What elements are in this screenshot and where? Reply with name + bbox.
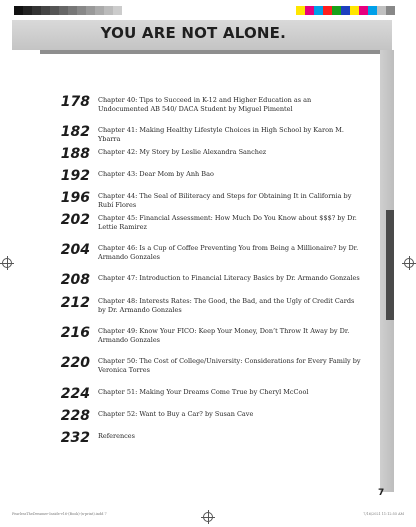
toc-title: Chapter 40: Tips to Succeed in K-12 and Higher Education as an Undocumented AB 540/ DACA Student by Miguel Pimentel [98, 96, 312, 113]
registration-mark-icon [404, 258, 414, 268]
toc-title: Chapter 49: Know Your FICO: Keep Your Money, Don’t Throw It Away by Dr. Armando Gonzales [98, 327, 350, 344]
page-number: 7 [378, 488, 385, 498]
toc-title: Chapter 48: Interests Rates: The Good, the Bad, and the Ugly of Credit Cards by Dr. Armando Gonzales [98, 297, 355, 314]
toc-page-number: 196 [60, 190, 90, 206]
toc-entry [20, 212, 363, 231]
toc-entry [20, 272, 363, 288]
registration-mark-icon [2, 258, 12, 268]
toc-page-number: 224 [60, 386, 90, 402]
toc-entry [20, 190, 363, 209]
toc-entry [20, 408, 363, 424]
toc-title: Chapter 43: Dear Mom by Anh Bao [98, 170, 214, 178]
print-slug-file: FearlessTheDreamer-Inside-v16-(Book)-(x-print).indd 7 [12, 512, 107, 516]
side-bar-accent [386, 210, 394, 320]
page-title: YOU ARE NOT ALONE. [100, 24, 286, 42]
toc-entry [20, 295, 363, 314]
toc-page-number: 220 [60, 355, 90, 371]
print-slug-date: 7/16/2021 11:12:55 AM [363, 512, 404, 516]
toc-page-number: 228 [60, 408, 90, 424]
toc-page-number: 204 [60, 242, 90, 258]
toc-title: Chapter 47: Introduction to Financial Literacy Basics by Dr. Armando Gonzales [98, 274, 360, 282]
toc-title: Chapter 46: Is a Cup of Coffee Preventing You from Being a Millionaire? by Dr. Armando Gonzales [98, 244, 359, 261]
toc-entry [20, 355, 363, 374]
toc-title: Chapter 51: Making Your Dreams Come True by Cheryl McCool [98, 388, 309, 396]
toc-page-number: 208 [60, 272, 90, 288]
toc-title: Chapter 41: Making Healthy Lifestyle Choices in High School by Karon M. Ybarra [98, 126, 344, 143]
toc-page-number: 216 [60, 325, 90, 341]
toc-page-number: 188 [60, 146, 90, 162]
toc-entry [20, 124, 363, 143]
toc-title: Chapter 45: Financial Assessment: How Much Do You Know about $$$? by Dr. Lettie Ramirez [98, 214, 357, 231]
toc-title: References [98, 432, 135, 440]
toc-title: Chapter 52: Want to Buy a Car? by Susan Cave [98, 410, 254, 418]
toc-page-number: 232 [60, 430, 90, 446]
toc-page-number: 212 [60, 295, 90, 311]
toc-entry [20, 325, 363, 344]
toc-page-number: 202 [60, 212, 90, 228]
toc-entry [20, 146, 363, 162]
toc-title: Chapter 50: The Cost of College/University: Considerations for Every Family by Veronica Torres [98, 357, 361, 374]
toc-page-number: 192 [60, 168, 90, 184]
print-slug [12, 512, 404, 516]
toc-page-number: 182 [60, 124, 90, 140]
toc-entry [20, 386, 363, 402]
color-calibration-strip [296, 6, 395, 15]
toc-title: Chapter 44: The Seal of Biliteracy and Steps for Obtaining It in California by Rubí Flores [98, 192, 352, 209]
toc-entry [20, 168, 363, 184]
grayscale-calibration-strip [14, 6, 122, 15]
toc-page-number: 178 [60, 94, 90, 110]
toc-entry [20, 242, 363, 261]
toc-entry [20, 430, 363, 446]
toc-title: Chapter 42: My Story by Leslie Alexandra Sanchez [98, 148, 267, 156]
toc-entry [20, 94, 363, 113]
header-banner-shadow [40, 50, 392, 54]
